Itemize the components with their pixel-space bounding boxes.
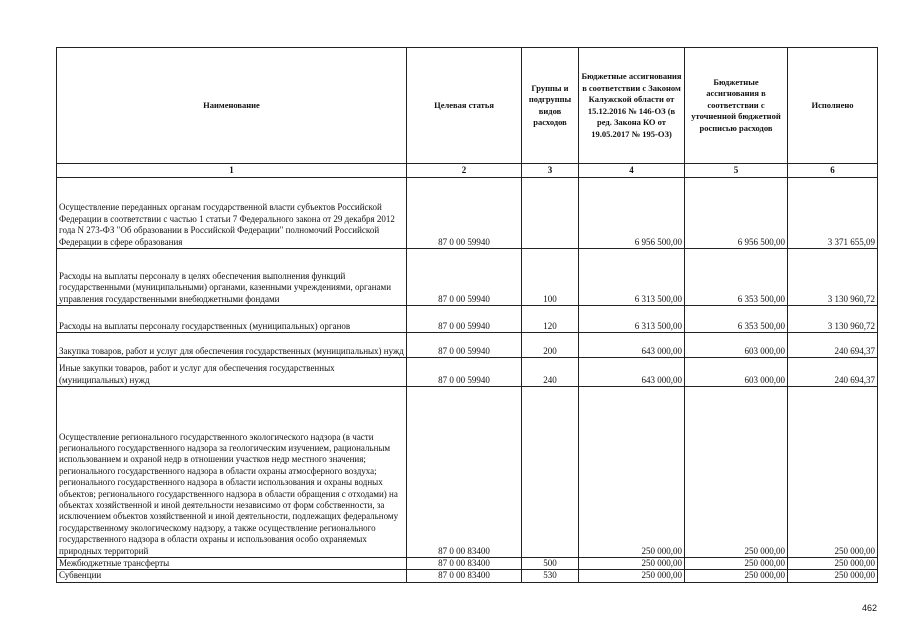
row-assign-refined: 6 353 500,00 <box>685 306 788 333</box>
row-target-code: 87 0 00 59940 <box>407 306 522 333</box>
table-row <box>57 306 878 333</box>
row-assign-law: 250 000,00 <box>579 558 685 570</box>
table-row <box>57 333 878 358</box>
row-assign-refined: 6 956 500,00 <box>685 178 788 249</box>
column-number: 3 <box>522 164 579 178</box>
row-name: Иные закупки товаров, работ и услуг для обеспечения государственных (муниципальных) нужд <box>57 358 407 387</box>
row-assign-refined: 250 000,00 <box>685 387 788 558</box>
row-group: 240 <box>522 358 579 387</box>
row-group: 100 <box>522 249 579 306</box>
column-number: 1 <box>57 164 407 178</box>
row-executed: 240 694,37 <box>788 358 878 387</box>
row-target-code: 87 0 00 59940 <box>407 333 522 358</box>
table-row <box>57 358 878 387</box>
page-number: 462 <box>862 603 878 613</box>
row-group: 500 <box>522 558 579 570</box>
row-target-code: 87 0 00 83400 <box>407 570 522 582</box>
row-name: Осуществление переданных органам государственной власти субъектов Российской Федерации в соответствии с частью 1 статьи 7 Федерального закона от 29 декабря 2012 года N 273-ФЗ "Об образовании в Российской Федерации" полномочий Российской Федерации в сфере образования <box>57 178 407 249</box>
row-executed: 250 000,00 <box>788 387 878 558</box>
row-assign-law: 6 956 500,00 <box>579 178 685 249</box>
row-executed: 3 371 655,09 <box>788 178 878 249</box>
row-target-code: 87 0 00 59940 <box>407 358 522 387</box>
row-assign-law: 250 000,00 <box>579 570 685 582</box>
row-group: 120 <box>522 306 579 333</box>
row-assign-law: 643 000,00 <box>579 358 685 387</box>
row-executed: 250 000,00 <box>788 558 878 570</box>
column-number: 5 <box>685 164 788 178</box>
row-assign-refined: 603 000,00 <box>685 358 788 387</box>
row-executed: 3 130 960,72 <box>788 306 878 333</box>
row-group <box>522 387 579 558</box>
header-target: Целевая статья <box>407 48 522 164</box>
table-row <box>57 387 878 558</box>
row-assign-refined: 6 353 500,00 <box>685 249 788 306</box>
row-assign-law: 643 000,00 <box>579 333 685 358</box>
budget-table <box>56 47 878 583</box>
column-number-row <box>57 164 878 178</box>
row-name: Расходы на выплаты персоналу государственных (муниципальных) органов <box>57 306 407 333</box>
header-assign-refined: Бюджетные ассигнования в соответствии с уточненной бюджетной росписью расходов <box>685 48 788 164</box>
row-executed: 3 130 960,72 <box>788 249 878 306</box>
row-executed: 240 694,37 <box>788 333 878 358</box>
column-number: 2 <box>407 164 522 178</box>
row-assign-law: 6 313 500,00 <box>579 249 685 306</box>
header-executed: Исполнено <box>788 48 878 164</box>
header-groups: Группы и подгруппы видов расходов <box>522 48 579 164</box>
row-target-code: 87 0 00 59940 <box>407 249 522 306</box>
row-assign-refined: 603 000,00 <box>685 333 788 358</box>
row-name: Субвенции <box>57 570 407 582</box>
table-row <box>57 558 878 570</box>
table-row <box>57 249 878 306</box>
table-row <box>57 178 878 249</box>
row-assign-refined: 250 000,00 <box>685 558 788 570</box>
row-assign-law: 6 313 500,00 <box>579 306 685 333</box>
header-assign-law: Бюджетные ассигнования в соответствии с Законом Калужской области от 15.12.2016 № 146-ОЗ (в ред. Закона КО от 19.05.2017 № 195-ОЗ) <box>579 48 685 164</box>
column-number: 6 <box>788 164 878 178</box>
column-number: 4 <box>579 164 685 178</box>
row-target-code: 87 0 00 59940 <box>407 178 522 249</box>
row-group: 200 <box>522 333 579 358</box>
row-name: Осуществление регионального государственного экологического надзора (в части регионального государственного надзора за геологическим изучением, рациональным использованием и охраной недр в отношении участков недр местного значения; регионального государственного надзора в области охраны атмосферного воздуха; регионального государственного надзора в области использования и охраны водных объектов; регионального государственного надзора в области обращения с отходами) на объектах хозяйственной и иной деятельности независимо от форм собственности, за исключением объектов хозяйственной и иной деятельности, подлежащих федеральному государственному экологическому надзору, а также осуществление регионального государственного надзора в области охраны и использования особо охраняемых природных территорий <box>57 387 407 558</box>
row-target-code: 87 0 00 83400 <box>407 387 522 558</box>
row-assign-refined: 250 000,00 <box>685 570 788 582</box>
row-target-code: 87 0 00 83400 <box>407 558 522 570</box>
header-name: Наименование <box>57 48 407 164</box>
row-name: Межбюджетные трансферты <box>57 558 407 570</box>
table-row <box>57 570 878 582</box>
row-name: Закупка товаров, работ и услуг для обеспечения государственных (муниципальных) нужд <box>57 333 407 358</box>
row-executed: 250 000,00 <box>788 570 878 582</box>
row-assign-law: 250 000,00 <box>579 387 685 558</box>
header-row <box>57 48 878 164</box>
row-group <box>522 178 579 249</box>
row-name: Расходы на выплаты персоналу в целях обеспечения выполнения функций государственными (муниципальными) органами, казенными учреждениями, органами управления государственными внебюджетными фондами <box>57 249 407 306</box>
row-group: 530 <box>522 570 579 582</box>
